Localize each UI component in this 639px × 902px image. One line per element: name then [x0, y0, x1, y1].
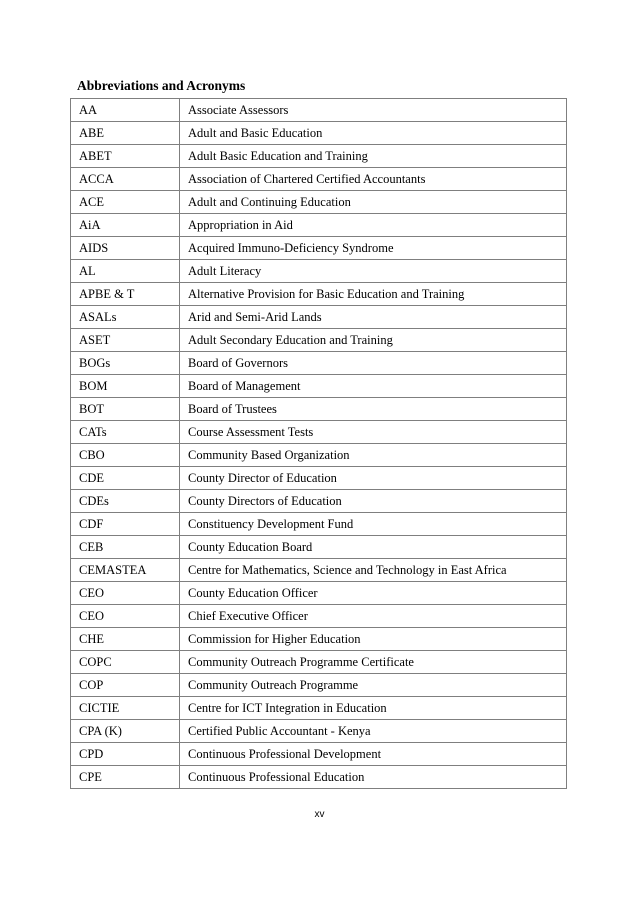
meaning-cell: Certified Public Accountant - Kenya: [180, 720, 567, 743]
abbreviation-cell: AA: [71, 99, 180, 122]
meaning-cell: Community Based Organization: [180, 444, 567, 467]
abbreviations-table-body: [71, 99, 567, 789]
meaning-cell: Association of Chartered Certified Accountants: [180, 168, 567, 191]
meaning-cell: Chief Executive Officer: [180, 605, 567, 628]
abbreviation-cell: CPA (K): [71, 720, 180, 743]
meaning-cell: Course Assessment Tests: [180, 421, 567, 444]
meaning-cell: County Education Officer: [180, 582, 567, 605]
abbreviation-cell: ABE: [71, 122, 180, 145]
abbreviation-cell: CHE: [71, 628, 180, 651]
meaning-cell: County Directors of Education: [180, 490, 567, 513]
table-row: [71, 352, 567, 375]
table-row: [71, 145, 567, 168]
meaning-cell: County Director of Education: [180, 467, 567, 490]
abbreviation-cell: CPE: [71, 766, 180, 789]
table-row: [71, 168, 567, 191]
abbreviation-cell: CATs: [71, 421, 180, 444]
abbreviation-cell: CEO: [71, 605, 180, 628]
table-row: [71, 99, 567, 122]
meaning-cell: Arid and Semi-Arid Lands: [180, 306, 567, 329]
meaning-cell: Associate Assessors: [180, 99, 567, 122]
meaning-cell: Acquired Immuno-Deficiency Syndrome: [180, 237, 567, 260]
abbreviation-cell: ASET: [71, 329, 180, 352]
abbreviation-cell: APBE & T: [71, 283, 180, 306]
page-number: xv: [314, 809, 325, 820]
abbreviation-cell: CDE: [71, 467, 180, 490]
abbreviation-cell: CPD: [71, 743, 180, 766]
meaning-cell: Adult Basic Education and Training: [180, 145, 567, 168]
meaning-cell: Board of Management: [180, 375, 567, 398]
meaning-cell: Commission for Higher Education: [180, 628, 567, 651]
abbreviation-cell: CBO: [71, 444, 180, 467]
abbreviation-cell: ASALs: [71, 306, 180, 329]
abbreviation-cell: COP: [71, 674, 180, 697]
table-row: [71, 674, 567, 697]
table-row: [71, 582, 567, 605]
table-row: [71, 444, 567, 467]
meaning-cell: Community Outreach Programme: [180, 674, 567, 697]
table-row: [71, 306, 567, 329]
meaning-cell: Continuous Professional Education: [180, 766, 567, 789]
table-row: [71, 513, 567, 536]
table-row: [71, 329, 567, 352]
table-row: [71, 375, 567, 398]
table-row: [71, 421, 567, 444]
table-row: [71, 467, 567, 490]
table-row: [71, 214, 567, 237]
table-row: [71, 490, 567, 513]
meaning-cell: Alternative Provision for Basic Education and Training: [180, 283, 567, 306]
table-row: [71, 122, 567, 145]
abbreviation-cell: ACCA: [71, 168, 180, 191]
table-row: [71, 766, 567, 789]
abbreviation-cell: AL: [71, 260, 180, 283]
meaning-cell: Adult Secondary Education and Training: [180, 329, 567, 352]
meaning-cell: Continuous Professional Development: [180, 743, 567, 766]
abbreviation-cell: BOT: [71, 398, 180, 421]
abbreviation-cell: CICTIE: [71, 697, 180, 720]
meaning-cell: Board of Governors: [180, 352, 567, 375]
table-row: [71, 191, 567, 214]
table-row: [71, 720, 567, 743]
abbreviation-cell: CEB: [71, 536, 180, 559]
abbreviations-table: [70, 98, 567, 789]
meaning-cell: Adult and Basic Education: [180, 122, 567, 145]
table-row: [71, 651, 567, 674]
section-heading: Abbreviations and Acronyms: [77, 78, 246, 93]
table-row: [71, 743, 567, 766]
abbreviation-cell: AIDS: [71, 237, 180, 260]
table-row: [71, 559, 567, 582]
abbreviation-cell: BOM: [71, 375, 180, 398]
table-row: [71, 697, 567, 720]
abbreviation-cell: CDF: [71, 513, 180, 536]
meaning-cell: Appropriation in Aid: [180, 214, 567, 237]
abbreviation-cell: BOGs: [71, 352, 180, 375]
meaning-cell: Board of Trustees: [180, 398, 567, 421]
table-row: [71, 398, 567, 421]
meaning-cell: County Education Board: [180, 536, 567, 559]
meaning-cell: Centre for ICT Integration in Education: [180, 697, 567, 720]
table-row: [71, 283, 567, 306]
meaning-cell: Centre for Mathematics, Science and Technology in East Africa: [180, 559, 567, 582]
abbreviation-cell: ACE: [71, 191, 180, 214]
abbreviation-cell: ABET: [71, 145, 180, 168]
abbreviation-cell: CEO: [71, 582, 180, 605]
table-row: [71, 536, 567, 559]
abbreviation-cell: CEMASTEA: [71, 559, 180, 582]
abbreviation-cell: CDEs: [71, 490, 180, 513]
meaning-cell: Community Outreach Programme Certificate: [180, 651, 567, 674]
meaning-cell: Adult Literacy: [180, 260, 567, 283]
table-row: [71, 237, 567, 260]
meaning-cell: Constituency Development Fund: [180, 513, 567, 536]
abbreviation-cell: AiA: [71, 214, 180, 237]
table-row: [71, 260, 567, 283]
table-row: [71, 628, 567, 651]
abbreviation-cell: COPC: [71, 651, 180, 674]
table-row: [71, 605, 567, 628]
meaning-cell: Adult and Continuing Education: [180, 191, 567, 214]
